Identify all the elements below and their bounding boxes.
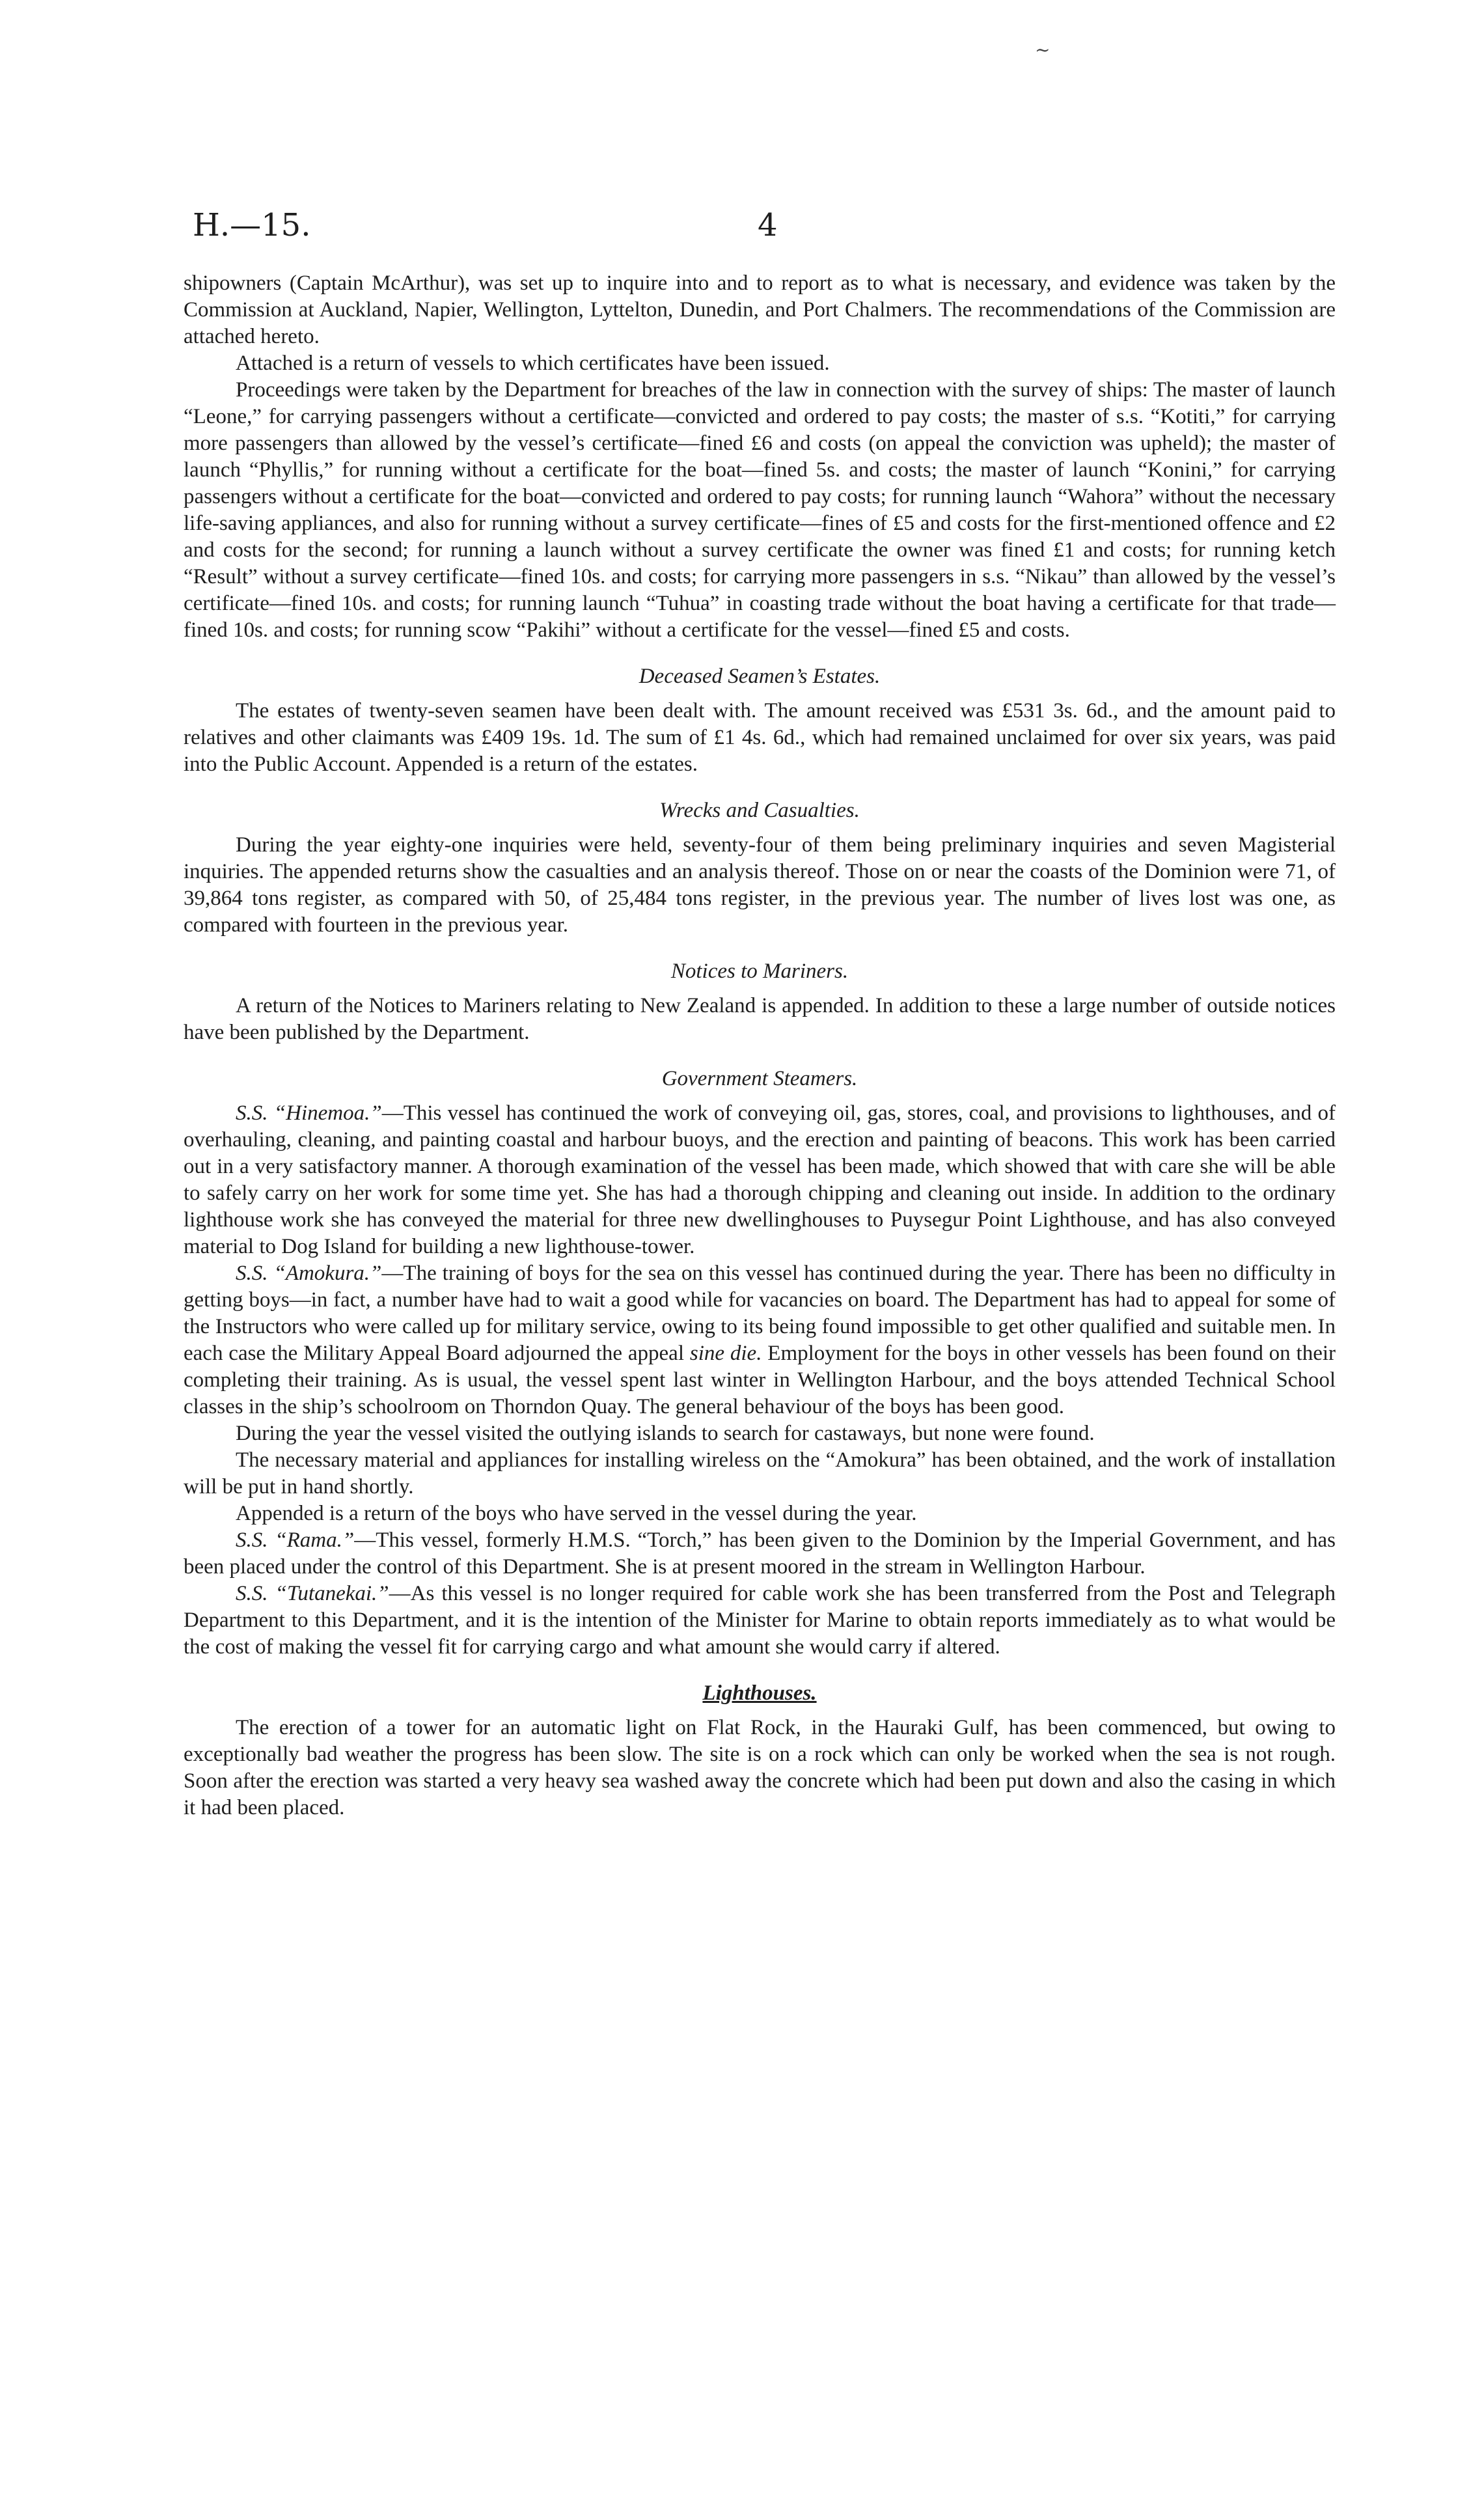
wrecks-paragraph: During the year eighty-one inquiries were held, seventy-four of them being preliminary inquiries and seven Magisterial inquiries. The appended returns show the casualties and an analysis thereof. Those on or near the coasts of the Dominion were 71, of 39,864 tons register, as compared with 50, of 25,484 tons register, in the previous year. The number of lives lost was one, as compared with fourteen in the previous year. xyxy=(184,833,1336,937)
amokura-text-b: Employment for the boys in other vessels has been found on their completing their training. As is usual, the vessel spent last winter in Wellington Harbour, and the boys attended Technical School classes in the ship’s schoolroom on Thorndon Quay. The general behaviour of the boys has been good. xyxy=(184,1342,1336,1418)
corner-mark: ~ xyxy=(1035,39,1051,61)
amokura-paragraph xyxy=(184,1260,1336,1420)
page-body xyxy=(184,270,1336,1821)
hinemoa-paragraph xyxy=(184,1100,1336,1260)
lighthouses-heading: Lighthouses. xyxy=(702,1681,817,1705)
hinemoa-name: S.S. “Hinemoa.” xyxy=(236,1101,382,1125)
page-number: 4 xyxy=(758,207,778,243)
tutanekai-name: S.S. “Tutanekai.” xyxy=(236,1582,389,1605)
intro-paragraph-2: Attached is a return of vessels to which certificates have been issued. xyxy=(236,352,830,375)
page-header xyxy=(193,207,1338,246)
intro-paragraph-1: shipowners (Captain McArthur), was set up to inquire into and to report as to what is necessary, and evidence was taken by the Commission at Auckland, Napier, Wellington, Lyttelton, Dunedin, and Port Chalmers. The recommendations of the Commission are attached hereto. xyxy=(184,271,1336,348)
rama-text: —This vessel, formerly H.M.S. “Torch,” has been given to the Dominion by the Imperial Government, and has been placed under the control of this Department. She is at present moored in the stream in Wellington Harbour. xyxy=(184,1528,1336,1579)
wrecks-heading: Wrecks and Casualties. xyxy=(659,799,860,822)
document-reference: H.—15. xyxy=(193,207,311,243)
boys-paragraph: Appended is a return of the boys who have served in the vessel during the year. xyxy=(236,1502,917,1525)
amokura-text-a: —The training of boys for the sea on this vessel has continued during the year. There has been no difficulty in getting boys—in fact, a number have had to wait a good while for vacancies on board. The Department has had to appeal for some of the Instructors who were called up for military service, owing to its being found impossible to get other qualified and suitable men. In each case the Military Appeal Board adjourned the appeal xyxy=(184,1262,1336,1365)
tutanekai-paragraph xyxy=(184,1581,1336,1661)
wireless-paragraph: The necessary material and appliances for installing wireless on the “Amokura” has been obtained, and the work of installation will be put in hand shortly. xyxy=(184,1448,1336,1499)
intro-paragraph-3: Proceedings were taken by the Department for breaches of the law in connection with the survey of ships: The master of launch “Leone,” for carrying passengers without a certificate—convicted and ordered to pay costs; the master of s.s. “Kotiti,” for carrying more passengers than allowed by the vessel’s certificate—fined £6 and costs (on appeal the conviction was upheld); the master of launch “Phyllis,” for running without a certificate for the boat—fined 5s. and costs; the master of launch “Konini,” for carrying passengers without a certificate for the boat—convicted and ordered to pay costs; for running launch “Wahora” without the necessary life-saving appliances, and also for running without a survey certificate—fines of £5 and costs for the first-mentioned offence and £2 and costs for the second; for running a launch without a survey certificate the owner was fined £1 and costs; for running ketch “Result” without a survey certificate—fined 10s. and costs; for carrying more passengers in s.s. “Nikau” than allowed by the vessel’s certificate—fined 10s. and costs; for running launch “Tuhua” in coasting trade without the boat having a certificate for that trade—fined 10s. and costs; for running scow “Pakihi” without a certificate for the vessel—fined £5 and costs. xyxy=(184,378,1336,642)
notices-paragraph: A return of the Notices to Mariners relating to New Zealand is appended. In addition to these a large number of outside notices have been published by the Department. xyxy=(184,994,1336,1044)
deceased-heading: Deceased Seamen’s Estates. xyxy=(639,665,881,688)
castaways-paragraph: During the year the vessel visited the outlying islands to search for castaways, but none were found. xyxy=(236,1422,1095,1445)
rama-paragraph xyxy=(184,1527,1336,1581)
amokura-sine-die: sine die. xyxy=(689,1342,762,1365)
deceased-paragraph: The estates of twenty-seven seamen have been dealt with. The amount received was £531 3s. 6d., and the amount paid to relatives and other claimants was £409 19s. 1d. The sum of £1 4s. 6d., which had remained unclaimed for over six years, was paid into the Public Account. Appended is a return of the estates. xyxy=(184,699,1336,776)
tutanekai-text: —As this vessel is no longer required for cable work she has been transferred from the Post and Telegraph Department to this Department, and it is the intention of the Minister for Marine to obtain reports immediately as to what would be the cost of making the vessel fit for carrying cargo and what amount she would carry if altered. xyxy=(184,1582,1336,1659)
steamers-heading: Government Steamers. xyxy=(661,1067,858,1090)
rama-name: S.S. “Rama.” xyxy=(236,1528,355,1552)
amokura-name: S.S. “Amokura.” xyxy=(236,1262,382,1285)
notices-heading: Notices to Mariners. xyxy=(670,960,849,983)
lighthouses-paragraph: The erection of a tower for an automatic light on Flat Rock, in the Hauraki Gulf, has been commenced, but owing to exceptionally bad weather the progress has been slow. The site is on a rock which can only be worked when the sea is not rough. Soon after the erection was started a very heavy sea washed away the concrete which had been put down and also the casing in which it had been placed. xyxy=(184,1716,1336,1819)
hinemoa-text: —This vessel has continued the work of conveying oil, gas, stores, coal, and provisions to lighthouses, and of overhauling, cleaning, and painting coastal and harbour buoys, and the erection and painting of beacons. This work has been carried out in a very satisfactory manner. A thorough examination of the vessel has been made, which showed that with care she will be able to safely carry on her work for some time yet. She has had a thorough chipping and cleaning out inside. In addition to the ordinary lighthouse work she has conveyed the material for three new dwellinghouses to Puysegur Point Lighthouse, and has also conveyed material to Dog Island for building a new lighthouse-tower. xyxy=(184,1101,1336,1258)
